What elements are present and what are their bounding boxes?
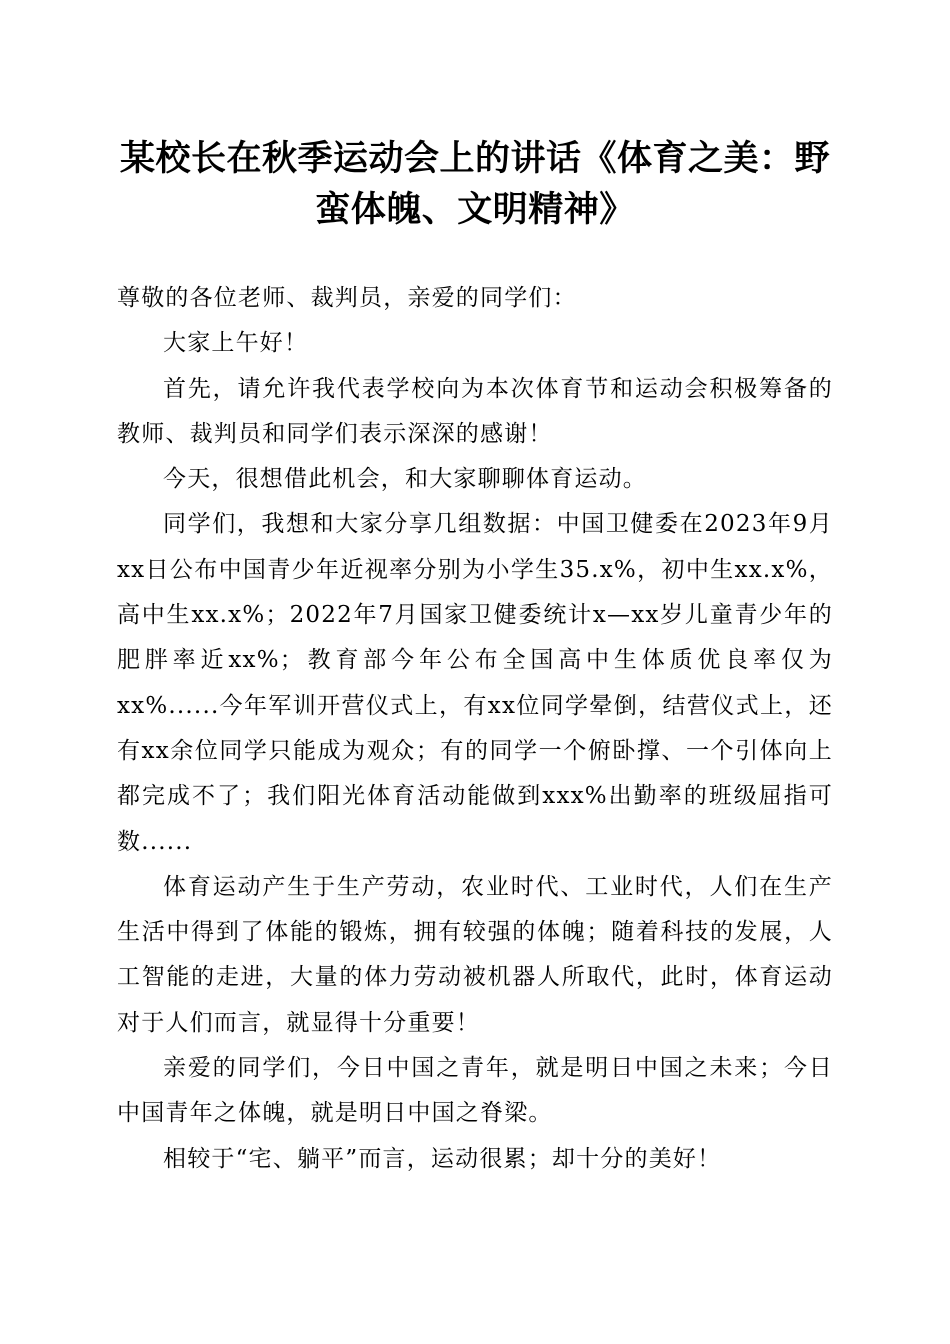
- document-title: 某校长在秋季运动会上的讲话《体育之美：野蛮体魄、文明精神》: [119, 138, 830, 230]
- data-paragraph: 同学们，我想和大家分享几组数据：中国卫健委在2023年9月xx日公布中国青少年近视率分别为小学生35.x%，初中生xx.x%，高中生xx.x%；2022年7月国家卫健委统计x—xx岁儿童青少年的肥胖率近xx%；教育部今年公布全国高中生体质优良率仅为xx%......今年军训开营仪式上，有xx位同学晕倒，结营仪式上，还有xx余位同学只能成为观众；有的同学一个俯卧撑、一个引体向上都完成不了；我们阳光体育活动能做到xxx%出勤率的班级屈指可数......: [117, 511, 833, 855]
- topic-paragraph: 今天，很想借此机会，和大家聊聊体育运动。: [163, 466, 647, 493]
- youth-paragraph: 亲爱的同学们，今日中国之青年，就是明日中国之未来；今日中国青年之体魄，就是明日中国之脊梁。: [117, 1055, 833, 1127]
- thanks-paragraph: 首先，请允许我代表学校向为本次体育节和运动会积极筹备的教师、裁判员和同学们表示深深的感谢！: [117, 375, 833, 447]
- salutation: 尊敬的各位老师、裁判员，亲爱的同学们：: [117, 285, 577, 311]
- document-body: [117, 276, 833, 1182]
- closing-paragraph: 相较于“宅、躺平”而言，运动很累；却十分的美好！: [163, 1145, 722, 1172]
- greeting-paragraph: 大家上午好！: [163, 330, 309, 357]
- history-paragraph: 体育运动产生于生产劳动，农业时代、工业时代，人们在生产生活中得到了体能的锻炼，拥有较强的体魄；随着科技的发展，人工智能的走进，大量的体力劳动被机器人所取代，此时，体育运动对于人们而言，就显得十分重要！: [117, 873, 833, 1036]
